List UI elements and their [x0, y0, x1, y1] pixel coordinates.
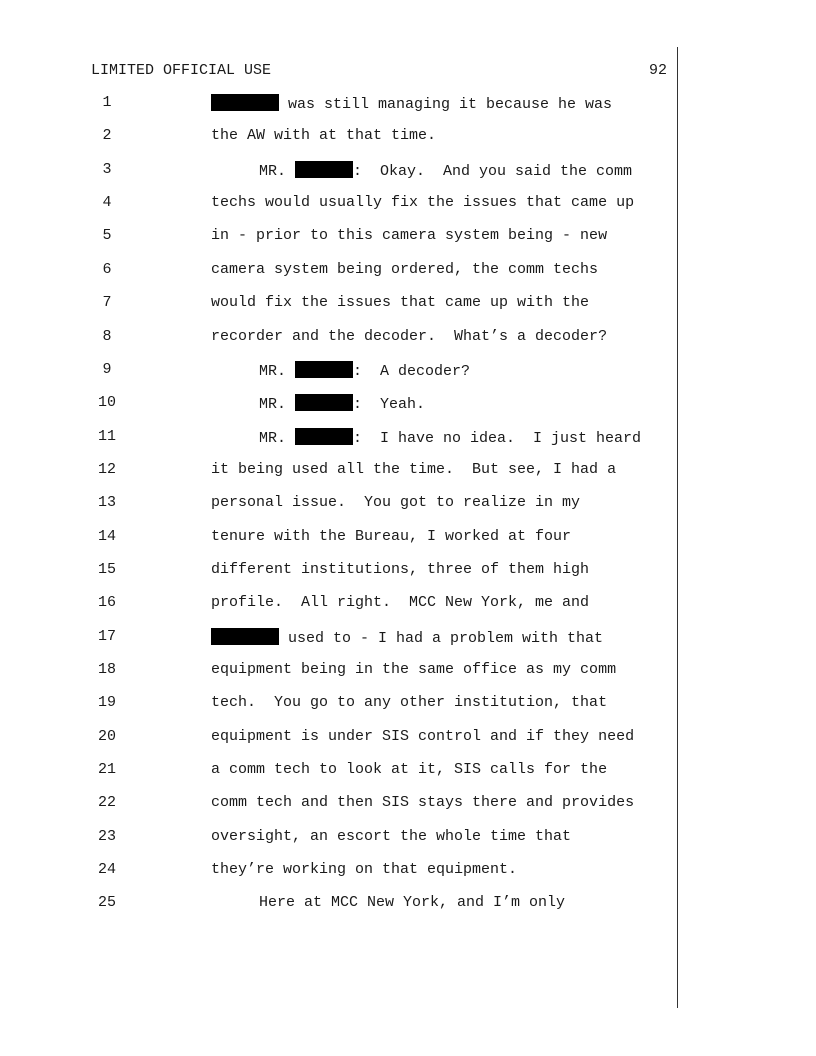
line-text-lead: would fix the issues that came up with the [211, 294, 590, 312]
line-text [211, 494, 580, 511]
line-text-lead: Here at MCC New York, and I’m only [259, 894, 566, 912]
redaction-box [211, 628, 279, 645]
redaction-box [295, 361, 353, 378]
line-text-tail: was still managing it because he was [279, 96, 613, 113]
line-text-tail: : A decoder? [353, 362, 471, 380]
line-text [211, 328, 607, 345]
line-number: 3 [102, 160, 112, 178]
line-text [259, 161, 632, 180]
line-number: 23 [97, 827, 116, 845]
line-text-lead: MR. [259, 162, 296, 180]
line-text [211, 794, 634, 811]
line-text-lead: comm tech and then SIS stays there and provides [211, 794, 635, 812]
line-text-lead: the AW with at that time. [211, 127, 437, 145]
line-text [259, 361, 470, 380]
line-number: 1 [102, 94, 112, 111]
line-text-lead: oversight, an escort the whole time that [211, 827, 572, 845]
line-text-lead: equipment being in the same office as my comm [211, 661, 617, 678]
line-text-lead: MR. [259, 362, 296, 380]
line-number: 21 [97, 761, 116, 778]
line-text [211, 728, 634, 745]
line-text [211, 194, 634, 211]
line-number: 9 [102, 360, 112, 378]
line-number: 12 [97, 460, 116, 478]
line-text-lead: MR. [259, 429, 296, 447]
line-text-lead: they’re working on that equipment. [211, 861, 518, 879]
classification-header: LIMITED OFFICIAL USE [91, 62, 272, 79]
line-text [211, 261, 598, 278]
line-number: 15 [97, 560, 116, 578]
line-text-lead: in - prior to this camera system being - new [211, 227, 608, 245]
line-text-lead: recorder and the decoder. What’s a decoder? [211, 327, 608, 345]
line-number: 19 [97, 694, 116, 712]
line-number: 4 [102, 194, 112, 212]
line-text [211, 294, 589, 311]
line-text [211, 828, 571, 845]
line-text [211, 861, 517, 878]
line-text [259, 428, 641, 447]
line-text [211, 694, 607, 711]
line-number: 24 [97, 861, 116, 879]
line-number: 10 [97, 394, 116, 412]
line-text-tail: : Yeah. [353, 396, 426, 414]
line-text-lead: MR. [259, 396, 296, 414]
line-text-lead: techs would usually fix the issues that came up [211, 194, 635, 212]
line-text [211, 628, 603, 647]
redaction-box [295, 161, 353, 178]
line-text [211, 94, 612, 113]
line-text [211, 528, 571, 545]
line-text-lead: tech. You go to any other institution, that [211, 694, 608, 712]
line-text [211, 561, 589, 578]
line-text-lead: it being used all the time. But see, I had a [211, 460, 617, 478]
line-number: 7 [102, 294, 112, 312]
line-number: 5 [102, 227, 112, 245]
line-text [259, 894, 565, 911]
line-number: 17 [97, 627, 116, 645]
line-text-lead: equipment is under SIS control and if they need [211, 727, 635, 745]
line-number: 18 [97, 661, 116, 678]
line-text-tail: : I have no idea. I just heard [353, 429, 642, 447]
line-text-lead: personal issue. You got to realize in my [211, 494, 581, 512]
line-text [259, 394, 425, 413]
line-number: 6 [102, 260, 112, 278]
line-text-lead: profile. All right. MCC New York, me and [211, 594, 590, 612]
line-number: 2 [102, 127, 112, 145]
line-text [211, 594, 589, 611]
line-number: 20 [97, 727, 116, 745]
line-text-tail: used to - I had a problem with that [279, 629, 604, 647]
line-text-lead: different institutions, three of them high [211, 560, 590, 578]
line-number: 25 [97, 894, 116, 912]
redaction-box [295, 394, 353, 411]
line-text-lead: a comm tech to look at it, SIS calls for the [211, 761, 608, 778]
right-margin-rule [677, 47, 678, 1008]
redaction-box [211, 94, 279, 111]
line-text [211, 127, 436, 144]
page-number: 92 [648, 62, 667, 79]
line-text [211, 227, 607, 244]
line-number: 8 [102, 327, 112, 345]
line-number: 16 [97, 594, 116, 612]
line-number: 13 [97, 494, 116, 512]
line-number: 22 [97, 794, 116, 812]
line-number: 11 [97, 427, 116, 445]
line-text [211, 661, 616, 678]
line-text-lead: camera system being ordered, the comm techs [211, 260, 599, 278]
line-text-lead: tenure with the Bureau, I worked at four [211, 527, 572, 545]
line-text [211, 761, 607, 778]
redaction-box [295, 428, 353, 445]
line-text-tail: : Okay. And you said the comm [353, 162, 633, 180]
line-text [211, 461, 616, 478]
line-number: 14 [97, 527, 116, 545]
